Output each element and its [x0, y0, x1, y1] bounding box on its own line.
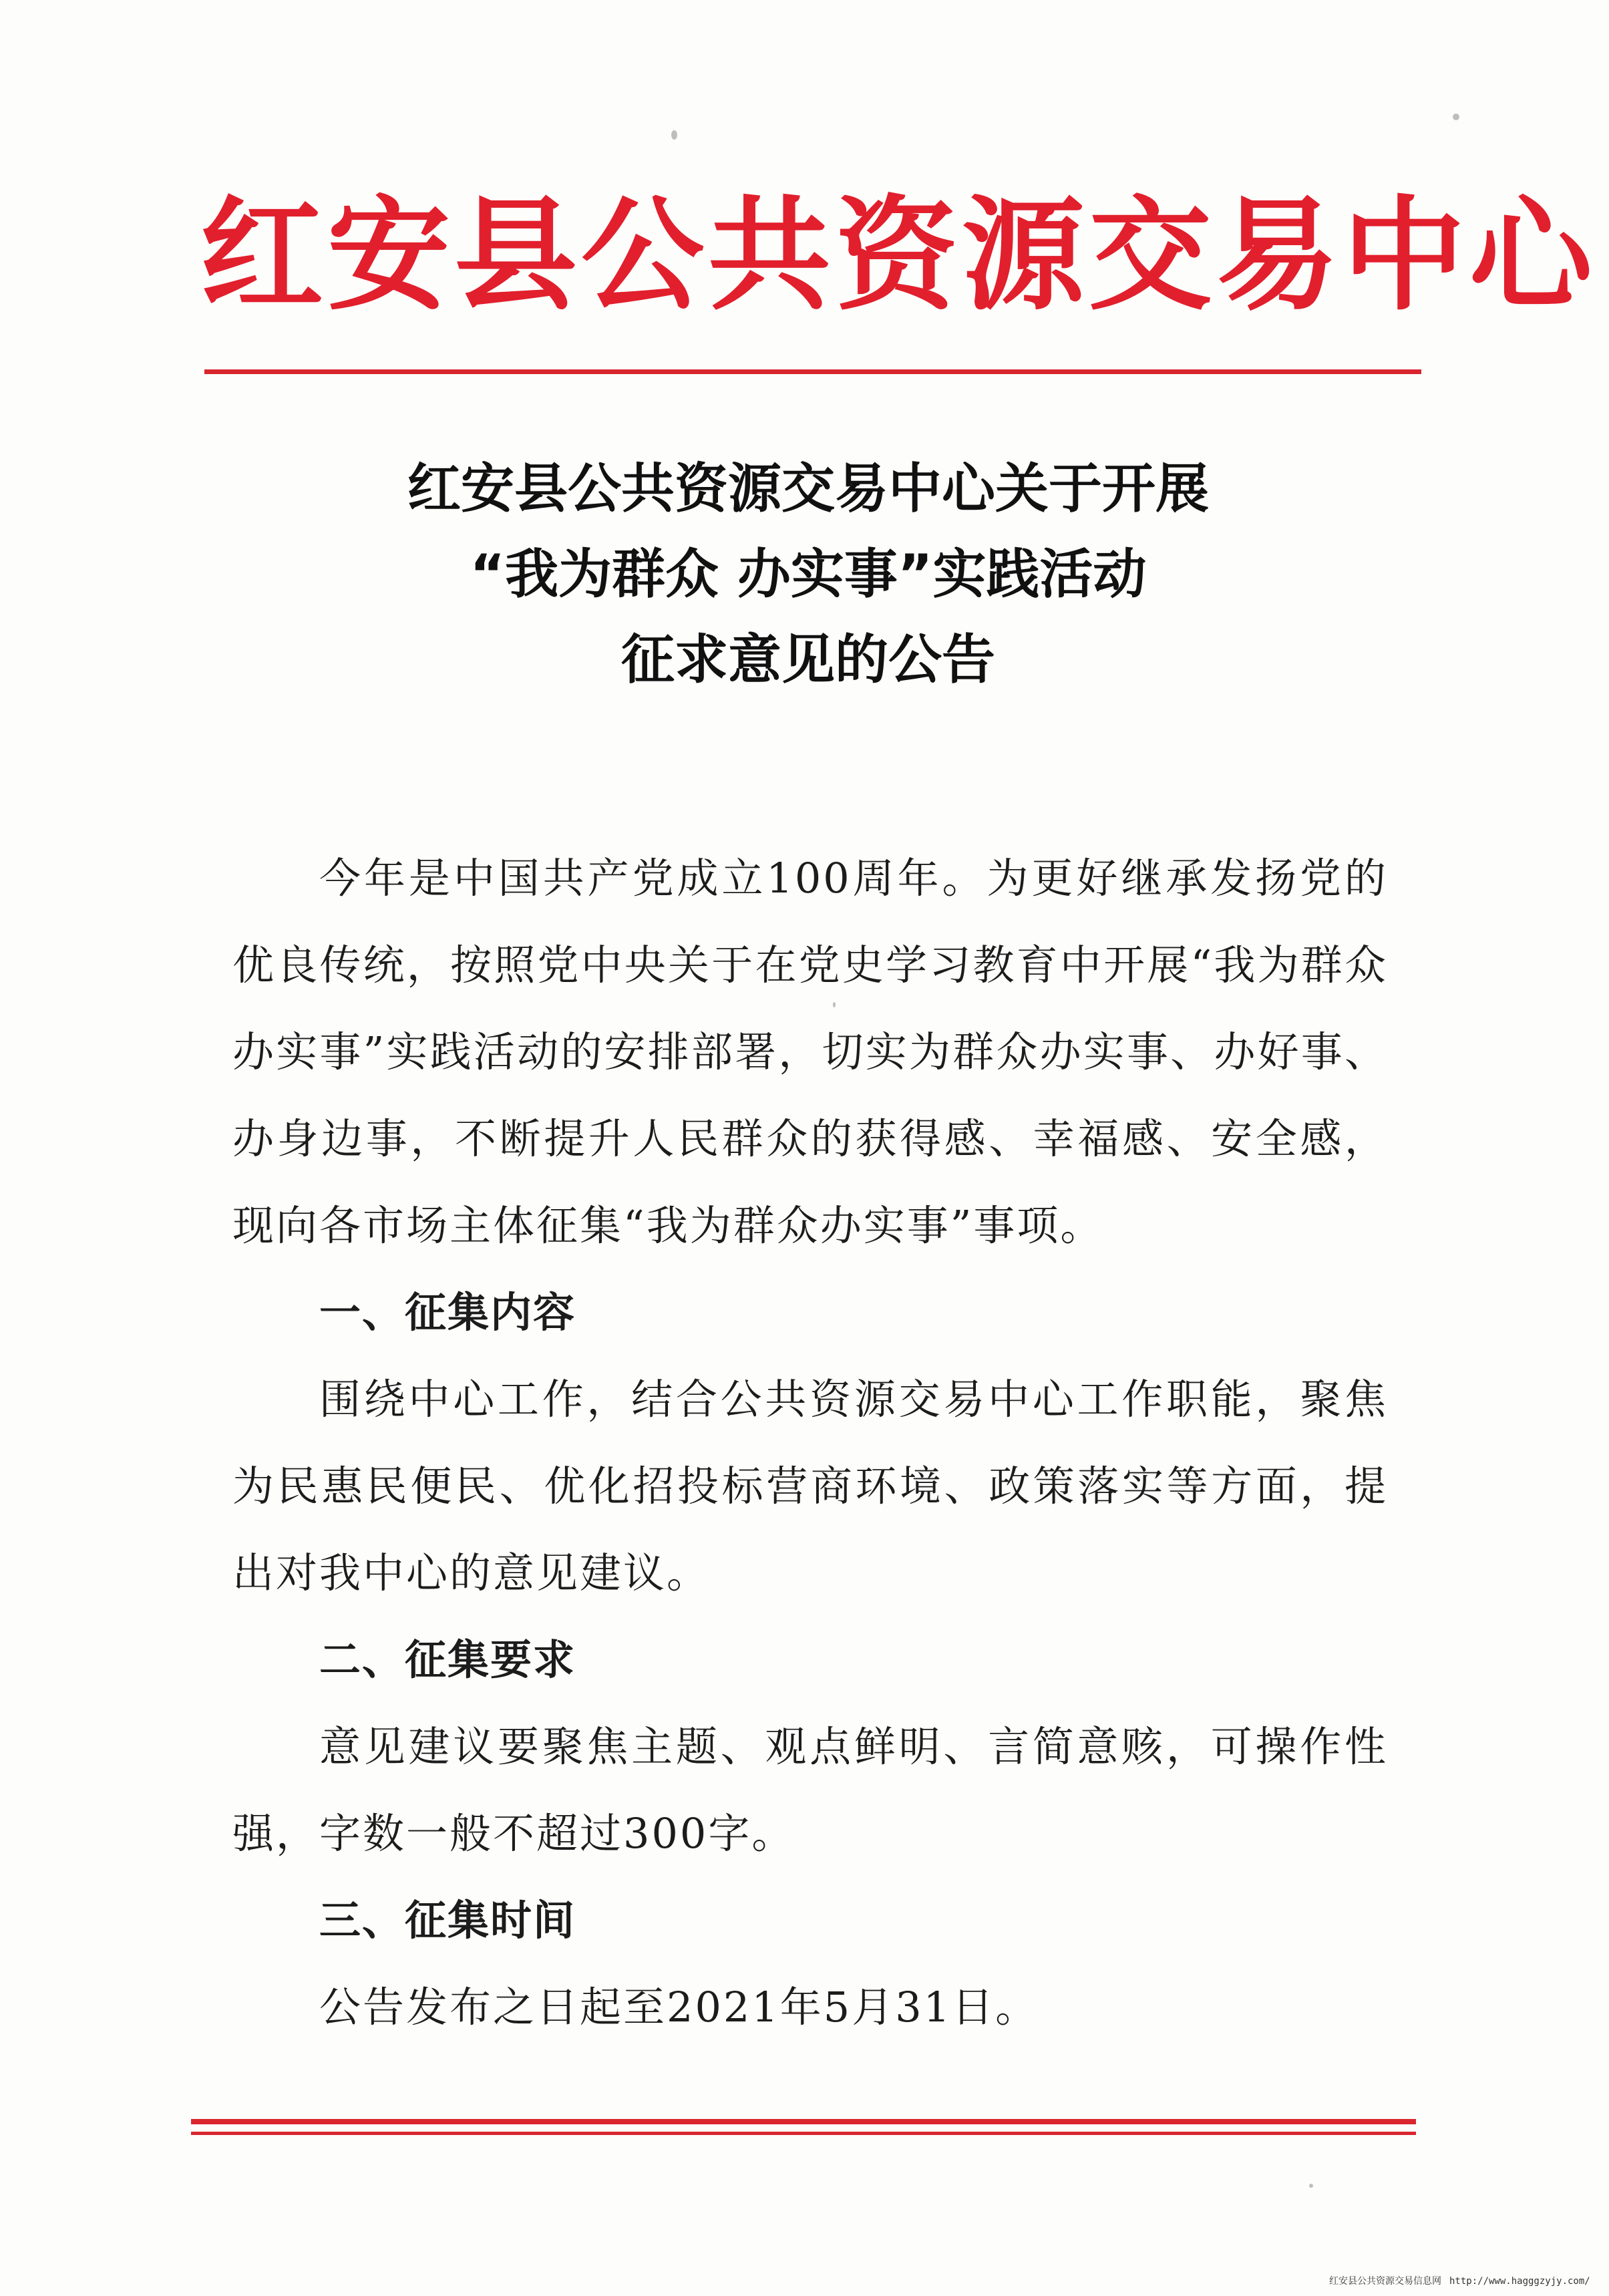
scan-speck [1309, 2184, 1313, 2188]
section-text-content: 围绕中心工作，结合公共资源交易中心工作职能，聚焦为民惠民便民、优化招投标营商环境、政策落实等方面，提出对我中心的意见建议。 [232, 1375, 1388, 1597]
intro-paragraph: 今年是中国共产党成立100周年。为更好继承发扬党的优良传统，按照党中央关于在党史学习教育中开展“我为群众办实事”实践活动的安排部署，切实为群众办实事、办好事、办身边事，不断提升人民群众的获得感、幸福感、安全感，现向各市场主体征集“我为群众办实事”事项。 [232, 854, 1388, 1250]
notice-title [200, 446, 1416, 703]
watermark-site-name: 红安县公共资源交易信息网 [1329, 2276, 1441, 2287]
footer-red-rule-thin [191, 2132, 1416, 2135]
section-heading-content: 一、征集内容 [319, 1288, 576, 1337]
scan-speck [671, 130, 677, 140]
notice-title-line-2: “我为群众 办实事”实践活动 [470, 543, 1147, 605]
footer-watermark [1329, 2274, 1590, 2287]
scan-speck [1453, 114, 1459, 120]
section-text-requirements: 意见建议要聚焦主题、观点鲜明、言简意赅，可操作性强，字数一般不超过300字。 [232, 1722, 1388, 1858]
notice-body [232, 835, 1388, 2051]
footer-red-rule-thick [191, 2119, 1416, 2124]
notice-title-line-3: 征求意见的公告 [621, 629, 995, 691]
section-text-time: 公告发布之日起至2021年5月31日。 [319, 1983, 1039, 2031]
masthead-red-rule [204, 369, 1421, 374]
masthead-title: 红安县公共资源交易中心 [200, 183, 1597, 327]
section-heading-requirements: 二、征集要求 [319, 1635, 576, 1684]
section-heading-time: 三、征集时间 [319, 1896, 576, 1945]
notice-title-line-1: 红安县公共资源交易中心关于开展 [407, 458, 1209, 520]
watermark-url: http://www.hagggzyjy.com/ [1449, 2276, 1590, 2287]
